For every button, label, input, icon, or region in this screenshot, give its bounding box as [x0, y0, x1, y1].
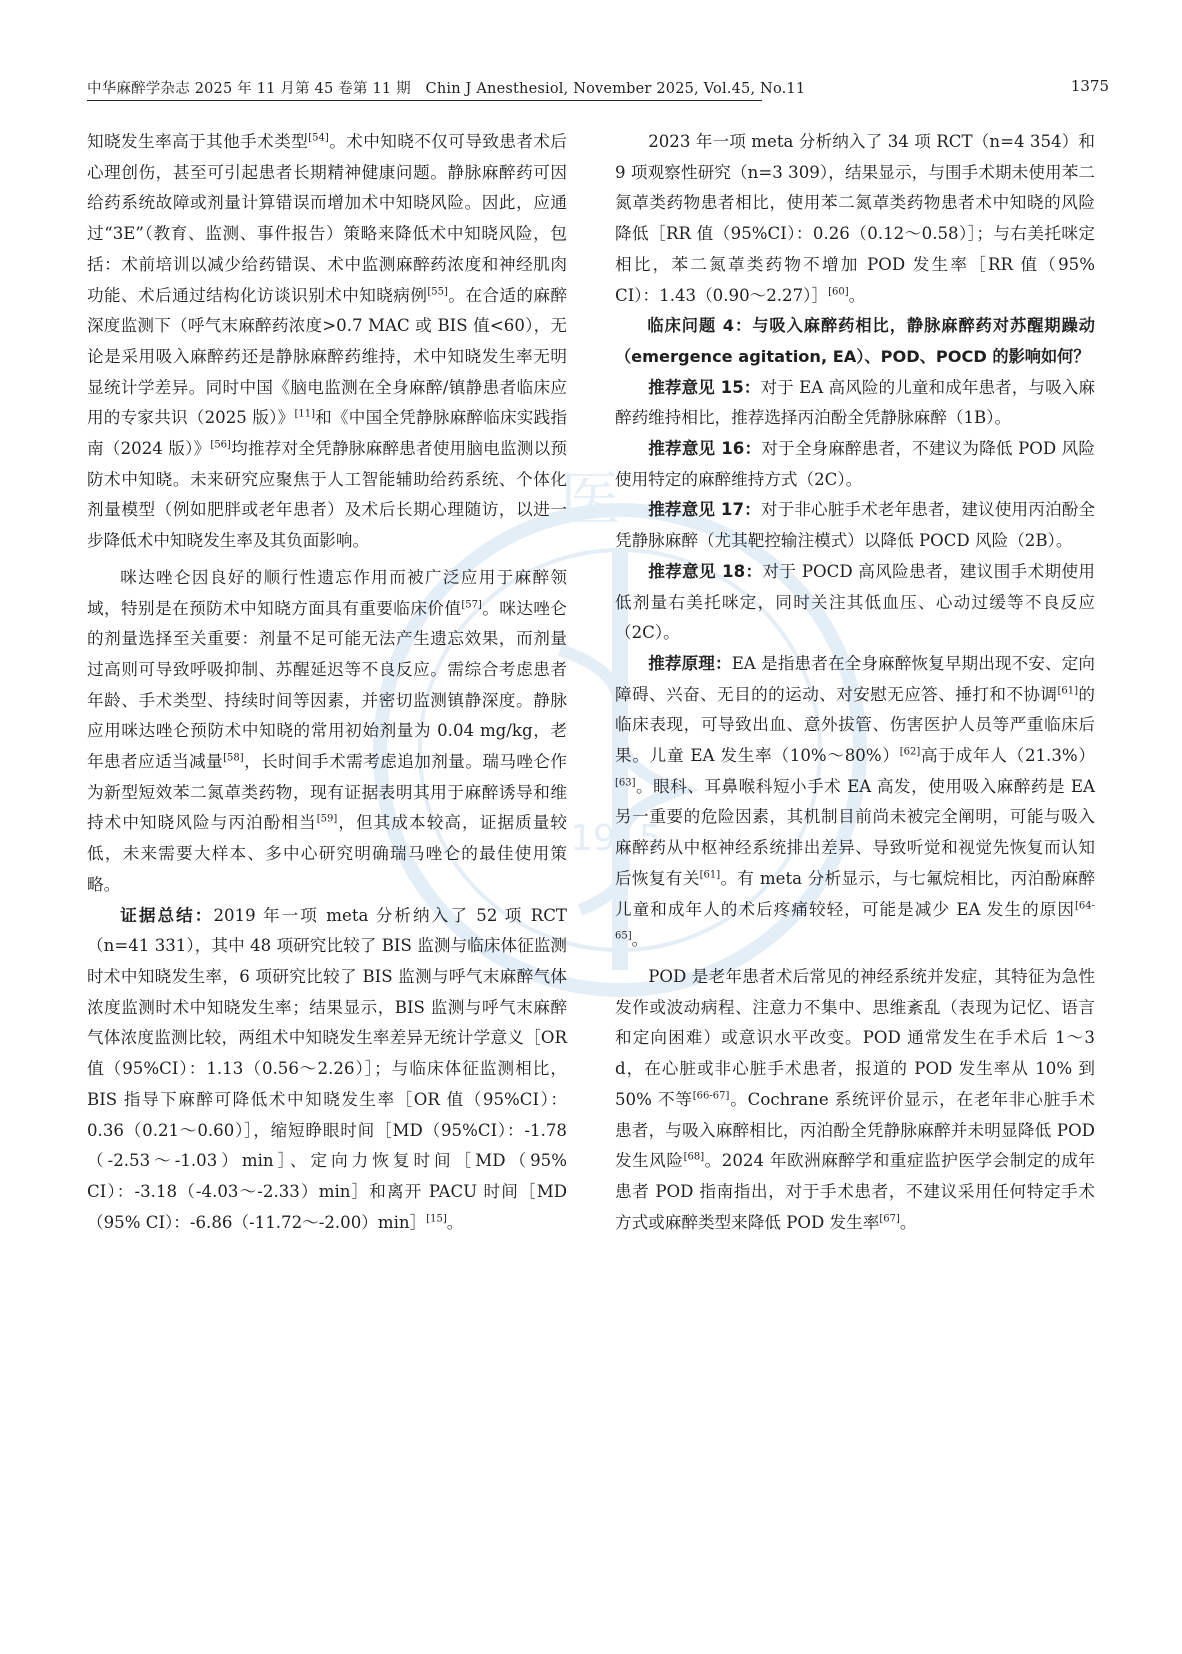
clinical-question-4: 临床问题 4：与吸入麻醉药相比，静脉麻醉药对苏醒期躁动（emergence agitation, EA）、POD、POCD 的影响如何？ — [615, 316, 1095, 366]
paragraph-midazolam: 咪达唑仑因良好的顺行性遗忘作用而被广泛应用于麻醉领域，特别是在预防术中知晓方面具有重要临床价值[57]。咪达唑仑的剂量选择至关重要：剂量不足可能无法产生遗忘效果，而剂量过高则可导致呼吸抑制、苏醒延迟等不良反应。需综合考虑患者年龄、手术类型、持续时间等因素，并密切监测镇静深度。静脉应用咪达唑仑预防术中知晓的常用初始剂量为 0.04 mg/kg，老年患者应适当减量[58]，长时间手术需考虑追加剂量。瑞马唑仑作为新型短效苯二氮䓬类药物，现有证据表明其用于麻醉诱导和维持术中知晓风险与丙泊酚相当[59]，但其成本较高，证据质量较低，未来需要大样本、多中心研究明确瑞马唑仑的最佳使用策略。 — [87, 567, 568, 894]
citation-ref: [54] — [308, 132, 329, 144]
recommendation-16: 推荐意见 16：对于全身麻醉患者，不建议为降低 POD 风险使用特定的麻醉维持方式（2C）。 — [615, 439, 1095, 489]
paragraph-awareness: 知晓发生率高于其他手术类型[54]。术中知晓不仅可导致患者术后心理创伤，甚至可引起患者长期精神健康问题。静脉麻醉药可因给药系统故障或剂量计算错误而增加术中知晓风险。因此，应通过“3E”（教育、监测、事件报告）策略来降低术中知晓风险，包括：术前培训以减少给药错误、术中监测麻醉药浓度和神经肌肉功能、术后通过结构化访谈识别术中知晓病例[55]。在合适的麻醉深度监测下（呼气末麻醉药浓度>0.7 MAC 或 BIS 值<60），无论是采用吸入麻醉药还是静脉麻醉药维持，术中知晓发生率无明显统计学差异。同时中国《脑电监测在全身麻醉/镇静患者临床应用的专家共识（2025 版）》[11]和《中国全凭静脉麻醉临床实践指南（2024 版）》[56]均推荐对全凭静脉麻醉患者使用脑电监测以预防术中知晓。未来研究应聚焦于人工智能辅助给药系统、个体化剂量模型（例如肥胖或老年患者）及术后长期心理随访，以进一步降低术中知晓发生率及其负面影响。 — [87, 132, 568, 551]
paragraph-pod: POD 是老年患者术后常见的神经系统并发症，其特征为急性发作或波动病程、注意力不集中、思维紊乱（表现为记忆、语言和定向困难）或意识水平改变。POD 通常发生在手术后 1～3 d，在心脏或非心脏手术患者，报道的 POD 发生率从 10% 到 50% 不等[66-67]。Cochrane 系统评价显示，在老年非心脏手术患者，与吸入麻醉相比，丙泊酚全凭静脉麻醉并未明显降低 POD 发生风险[68]。2024 年欧洲麻醉学和重症监护医学会制定的成年患者 POD 指南指出，对于手术患者，不建议采用任何特定手术方式或麻醉类型来降低 POD 发生率[67]。 — [615, 966, 1095, 1232]
recommendation-15: 推荐意见 15：对于 EA 高风险的儿童和成年患者，与吸入麻醉药维持相比，推荐选择丙泊酚全凭静脉麻醉（1B）。 — [615, 377, 1095, 428]
left-column — [87, 127, 567, 1238]
citation-ref: [11] — [294, 408, 315, 420]
citation-ref: [15] — [426, 1213, 447, 1225]
watermark-char: 医 — [560, 465, 620, 535]
paragraph-meta-2023: 2023 年一项 meta 分析纳入了 34 项 RCT（n=4 354）和 9 项观察性研究（n=3 309），结果显示，与围手术期未使用苯二氮䓬类药物患者相比，使用苯二氮䓬类药物患者术中知晓的风险降低［RR 值（95%CI）：0.26（0.12～0.58）］；与右美托咪定相比，苯二氮䓬类药物不增加 POD 发生率［RR 值（95% CI）：1.43（0.90～2.27）］[60]。 — [615, 132, 1095, 305]
watermark-year: 1915 — [570, 818, 662, 859]
journal-citation: 中华麻醉学杂志 2025 年 11 月第 45 卷第 11 期 Chin J Anesthesiol, November 2025, Vol.45, No.11 — [87, 81, 806, 97]
citation-ref: [61] — [1057, 685, 1078, 697]
citation-ref: [68] — [683, 1151, 705, 1163]
paragraph-rationale: 推荐原理：EA 是指患者在全身麻醉恢复早期出现不安、定向障碍、兴奋、无目的的运动、对安慰无应答、捶打和不协调[61]的临床表现，可导致出血、意外拔管、伤害医护人员等严重临床后果。儿童 EA 发生率（10%～80%）[62]高于成年人（21.3%）[63]。眼科、耳鼻喉科短小手术 EA 高发，使用吸入麻醉药是 EA 另一重要的危险因素，其机制目前尚未被完全阐明，可能与吸入麻醉药从中枢神经系统排出差异、导致听觉和视觉先恢复而认知后恢复有关[61]。有 meta 分析显示，与七氟烷相比，丙泊酚麻醉儿童和成年人的术后疼痛较轻，可能是减少 EA 发生的原因[64-65]。 — [615, 653, 1096, 950]
citation-ref: [56] — [210, 439, 231, 451]
citation-ref: [59] — [316, 813, 338, 825]
citation-ref: [55] — [427, 285, 448, 297]
page-number: 1375 — [1070, 77, 1109, 95]
citation-ref: [57] — [461, 599, 482, 611]
rationale-label: 推荐原理： — [648, 653, 732, 673]
right-column — [615, 127, 1095, 1238]
recommendation-17: 推荐意见 17：对于非心脏手术老年患者，建议使用丙泊酚全凭静脉麻醉（尤其靶控输注模式）以降低 POCD 风险（2B）。 — [615, 500, 1095, 551]
header-rule — [87, 100, 762, 101]
citation-ref: [62] — [899, 746, 921, 758]
citation-ref: [58] — [223, 752, 244, 764]
running-header — [87, 77, 1109, 103]
recommendation-18: 推荐意见 18：对于 POCD 高风险患者，建议围手术期使用低剂量右美托咪定，同时关注其低血压、心动过缓等不良反应（2C）。 — [615, 561, 1095, 643]
evidence-summary-label: 证据总结： — [120, 905, 214, 925]
citation-ref: [64-65] — [615, 900, 1095, 942]
citation-ref: [66-67] — [692, 1090, 730, 1102]
citation-ref: [61] — [699, 869, 721, 881]
paragraph-evidence-summary: 证据总结：2019 年一项 meta 分析纳入了 52 项 RCT（n=41 331），其中 48 项研究比较了 BIS 监测与临床体征监测时术中知晓发生率，6 项研究比较了 BIS 监测与呼气末麻醉气体浓度监测时术中知晓发生率；结果显示，BIS 监测与呼气末麻醉气体浓度监测比较，两组术中知晓发生率差异无统计学意义［OR 值（95%CI）：1.13（0.56～2.26）］；与临床体征监测相比，BIS 指导下麻醉可降低术中知晓发生率［OR 值（95%CI）：0.36（0.21～0.60）］，缩短睁眼时间［MD（95%CI）：-1.78（-2.53～-1.03）min］、定向力恢复时间［MD（95% CI）：-3.18（-4.03～-2.33）min］和离开 PACU 时间［MD（95% CI）：-6.86（-11.72～-2.00）min］[15]。 — [87, 905, 567, 1232]
citation-ref: [63] — [615, 777, 636, 789]
citation-ref: [60] — [828, 285, 849, 297]
citation-ref: [67] — [879, 1213, 900, 1225]
